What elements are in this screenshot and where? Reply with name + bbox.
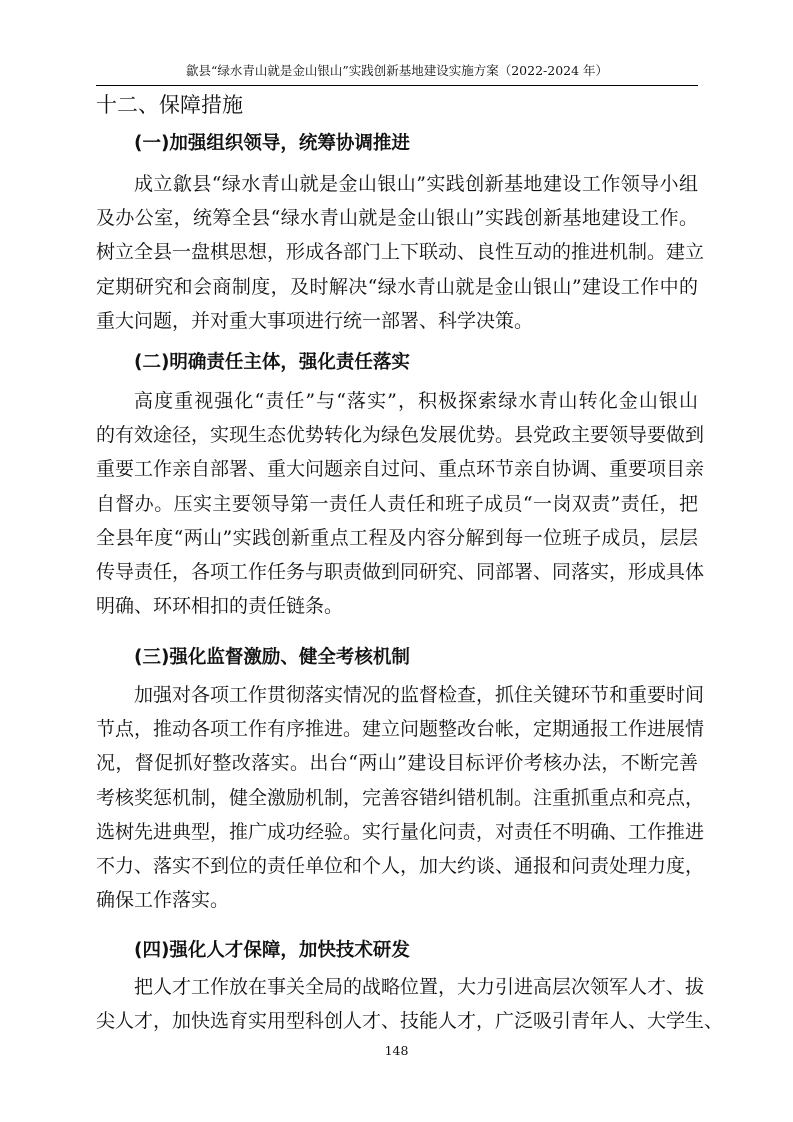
paragraph-line: 考核奖惩机制，健全激励机制，完善容错纠错机制。注重抓重点和亮点， [96,786,705,809]
paragraph-line: 全县年度“两山”实践创新重点工程及内容分解到每一位班子成员，层层 [96,526,698,549]
paragraph-line: 传导责任，各项工作任务与职责做到同研究、同部署、同落实，形成具体 [96,560,705,583]
paragraph-4 [96,970,724,1038]
paragraph-line: 的有效途径，实现生态优势转化为绿色发展优势。县党政主要领导要做到 [96,424,705,447]
paragraph-line: 加强对各项工作贯彻落实情况的监督检查，抓住关键环节和重要时间 [134,684,705,706]
paragraph-line: 节点，推动各项工作有序推进。建立问题整改台帐，定期通报工作进展情 [96,718,705,741]
paragraph-line: 及办公室，统筹全县“绿水青山就是金山银山”实践创新基地建设工作。 [96,207,698,230]
paragraph-line: 选树先进典型，推广成功经验。实行量化问责，对责任不明确、工作推进 [96,820,705,843]
paragraph-line: 树立全县一盘棋思想，形成各部门上下联动、良性互动的推进机制。建立 [96,241,705,264]
paragraph-line: 确保工作落实。 [96,889,230,912]
section-title: 十二、保障措施 [96,93,243,117]
page-number: 148 [384,1043,409,1058]
paragraph-line: 成立歙县“绿水青山就是金山银山”实践创新基地建设工作领导小组 [134,173,698,195]
paragraph-2 [96,384,705,623]
subsection-heading-2: (二)明确责任主体，强化责任落实 [134,352,410,373]
paragraph-line: 重大问题，并对重大事项进行统一部署、科学决策。 [96,309,534,332]
paragraph-line: 高度重视强化“责任”与“落实”，积极探索绿水青山转化金山银山 [134,390,698,412]
paragraph-line: 尖人才，加快选育实用型科创人才、技能人才，广泛吸引青年人、大学生、 [96,1010,724,1033]
paragraph-line: 明确、环环相扣的责任链条。 [96,595,344,618]
paragraph-line: 重要工作亲自部署、重大问题亲自过问、重点环节亲自协调、重要项目亲 [96,458,705,481]
paragraph-1 [96,167,705,338]
paragraph-line: 不力、落实不到位的责任单位和个人，加大约谈、通报和问责处理力度， [96,854,705,877]
paragraph-line: 况，督促抓好整改落实。出台“两山”建设目标评价考核办法，不断完善 [96,752,698,775]
paragraph-line: 把人才工作放在事关全局的战略位置，大力引进高层次领军人才、拔 [134,976,705,998]
running-header: 歙县“绿水青山就是金山银山”实践创新基地建设实施方案（2022-2024 年） [185,63,609,78]
subsection-heading-4: (四)强化人才保障，加快技术研发 [134,940,410,961]
paragraph-line: 定期研究和会商制度，及时解决“绿水青山就是金山银山”建设工作中的 [96,275,698,298]
header-rule [96,85,698,86]
subsection-heading-1: (一)加强组织领导，统筹协调推进 [134,133,410,154]
subsection-heading-3: (三)强化监督激励、健全考核机制 [134,647,410,668]
paragraph-3 [96,678,705,917]
paragraph-line: 自督办。压实主要领导第一责任人责任和班子成员“一岗双责”责任，把 [96,492,698,515]
